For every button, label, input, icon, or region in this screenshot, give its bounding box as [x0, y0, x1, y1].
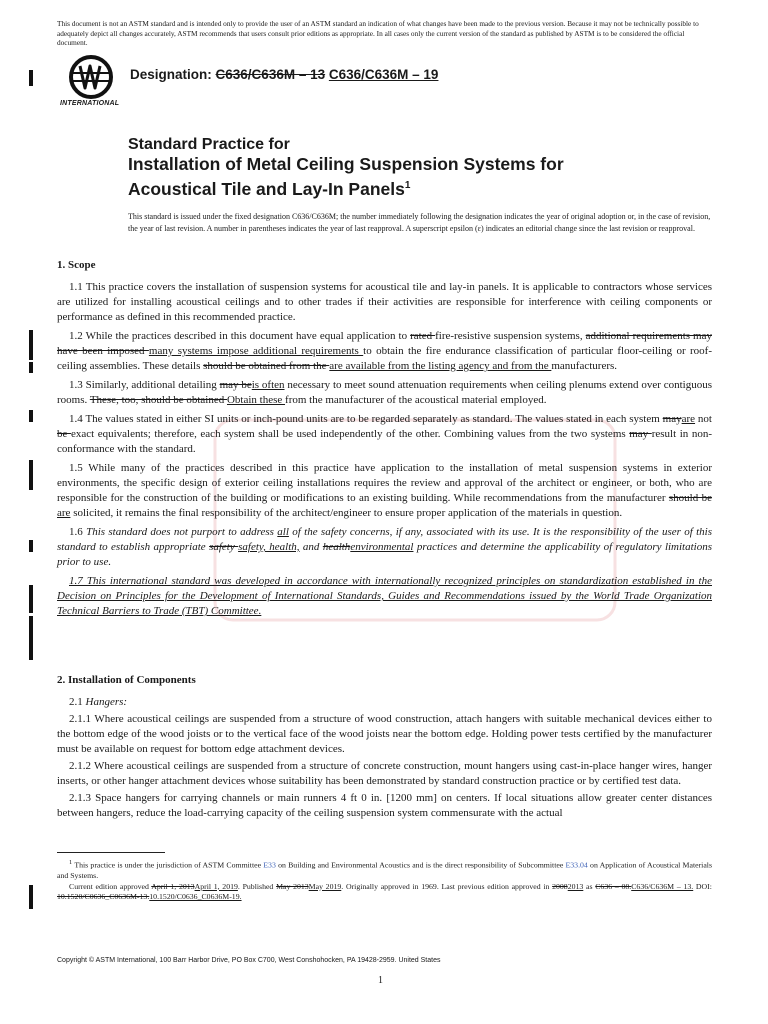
committee-link[interactable]: E33	[263, 860, 276, 870]
change-bar	[29, 585, 33, 613]
section-installation	[57, 673, 712, 821]
designation-old: C636/C636M – 13	[215, 67, 326, 82]
footnote-edition: Current edition approved April 1, 2013April 1, 2019. Published May 2013May 2019. Originally approved in 1969. Last previous edition approved in 20082013 as C636 – 08.C636/C636M – 13. DOI: 10.1520/C0636_C0636M-13.10.1520/C0636_C0636M-19.	[57, 881, 712, 902]
change-bar	[29, 460, 33, 490]
designation-new: C636/C636M – 19	[328, 67, 439, 82]
paragraph-2-1-3: 2.1.3 Space hangers for carrying channels or main runners 4 ft 0 in. [1200 mm] on centers. If local situations allow greater center distances between hangers, reduce the load-carrying capacity of the ceiling suspension system commensurate with the actual	[57, 792, 712, 819]
paragraph-1-6: 1.6 This standard does not purport to address all of the safety concerns, if any, associated with its use. It is the responsibility of the user of this standard to establish appropriate safety safety, health, and healthenvironmental practices and determine the applicability of regulatory limitations prior to use.	[57, 526, 713, 568]
section-heading: 1. Scope	[57, 259, 96, 271]
paragraph-1-7: 1.7 This international standard was developed in accordance with internationally recognized principles on standardization established in the Decision on Principles for the Development of International Standards, Guides and Recommendations issued by the World Trade Organization Technical Barriers to Trade (TBT) Committee.	[57, 575, 712, 617]
page-number: 1	[378, 975, 383, 986]
copyright-text: Copyright © ASTM International, 100 Barr Harbor Drive, PO Box C700, West Conshohocken, PA 19428-2959. United States	[57, 957, 441, 964]
title-block	[128, 135, 668, 200]
change-bar	[29, 885, 33, 909]
footnote-rule	[57, 852, 165, 853]
paragraph-1-2: 1.2 While the practices described in this document have equal application to rated fire-resistive suspension systems, additional requirements may have been imposed many systems impose additional requirements to obtain the fire endurance classification of particular floor-ceiling or roof-ceiling assemblies. These details should be obtained from the are available from the listing agency and from the manufacturers.	[57, 330, 712, 372]
section-heading: 2. Installation of Components	[57, 674, 196, 686]
designation	[130, 67, 438, 82]
footnote	[57, 858, 712, 903]
change-bar	[29, 70, 33, 86]
paragraph-1-3: 1.3 Similarly, additional detailing may beis often necessary to meet sound attenuation requirements when ceiling plenums extend over contiguous rooms. These, too, should be obtained Obtain these from the manufacturer of the acoustical material employed.	[57, 379, 712, 406]
change-bar	[29, 362, 33, 373]
change-bar	[29, 540, 33, 552]
disclaimer-text: This document is not an ASTM standard and is intended only to provide the user of an ASTM standard an indication of what changes have been made to the previous version. Because it may not be technically possible to adequately depict all changes accurately, ASTM recommends that users consult prior editions as appropriate. In all cases only the current version of the standard as published by ASTM is to be considered the official document.	[57, 19, 699, 47]
change-bar	[29, 330, 33, 360]
title-line-3: Acoustical Tile and Lay-In Panels$^1$	[128, 178, 411, 199]
paragraph-2-1: 2.1 Hangers:	[69, 696, 128, 708]
subcommittee-link[interactable]: E33.04	[565, 860, 588, 870]
paragraph-1-1: 1.1 This practice covers the installation of suspension systems for acoustical tile and lay-in panels. It is applicable to contractors whose services are utilized for installing acoustical ceilings and to other trades if their activities are responsible for interference with ceiling components or performance as defined in this recommended practice.	[57, 281, 712, 323]
change-bar	[29, 410, 33, 422]
paragraph-1-4: 1.4 The values stated in either SI units or inch-pound units are to be regarded separately as standard. The values stated in each system mayare not be exact equivalents; therefore, each system shall be used independently of the other. Combining values from the two systems may result in non-conformance with the standard.	[57, 413, 712, 455]
astm-logo	[58, 54, 124, 110]
footnote-1: $^1$ This practice is under the jurisdiction of ASTM Committee E33 on Building and Environmental Acoustics and is the direct responsibility of Subcommittee E33.04 on Application of Acoustical Materials and Systems.	[57, 859, 712, 881]
change-bar	[29, 616, 33, 660]
title-footnote-mark: 1	[404, 180, 411, 191]
paragraph-2-1-2: 2.1.2 Where acoustical ceilings are suspended from a structure of concrete construction, mount hangers using cast-in-place hanger wires, hanger inserts, or other hanger attachment devices whose suitability has been demonstrated by standard construction practice or by certified test data.	[57, 760, 712, 787]
designation-notice: This standard is issued under the fixed designation C636/C636M; the number immediately following the designation indicates the year of original adoption or, in the case of revision, the year of last revision. A number in parentheses indicates the year of last reapproval. A superscript epsilon (ε) indicates an editorial change since the last revision or reapproval.	[128, 212, 711, 233]
logo-international-text: INTERNATIONAL	[60, 100, 120, 107]
section-scope	[57, 258, 712, 619]
title-line-2: Installation of Metal Ceiling Suspension Systems for	[128, 154, 564, 174]
designation-label: Designation:	[130, 67, 212, 82]
paragraph-1-5: 1.5 While many of the practices described in this practice have application to the installation of metal suspension systems in exterior environments, the specific design of exterior ceiling installations requires the review and approval of the architect or engineer, or both, who are responsible for the construction of the building or modifications to an existing building. While recommendations from the manufacturer should be are solicited, it remains the final responsibility of the architect/engineer to ensure proper application of the materials in question.	[57, 462, 712, 519]
title-line-1: Standard Practice for	[128, 136, 290, 153]
paragraph-2-1-1: 2.1.1 Where acoustical ceilings are suspended from a structure of wood construction, attach hangers with suitable mechanical devices either to the bottom edge of the wood joists or to the vertical face of the wood joists near the bottom edge. Holding power tests certified by the manufacturer must be available on request for bottom edge attachment devices.	[57, 713, 712, 755]
